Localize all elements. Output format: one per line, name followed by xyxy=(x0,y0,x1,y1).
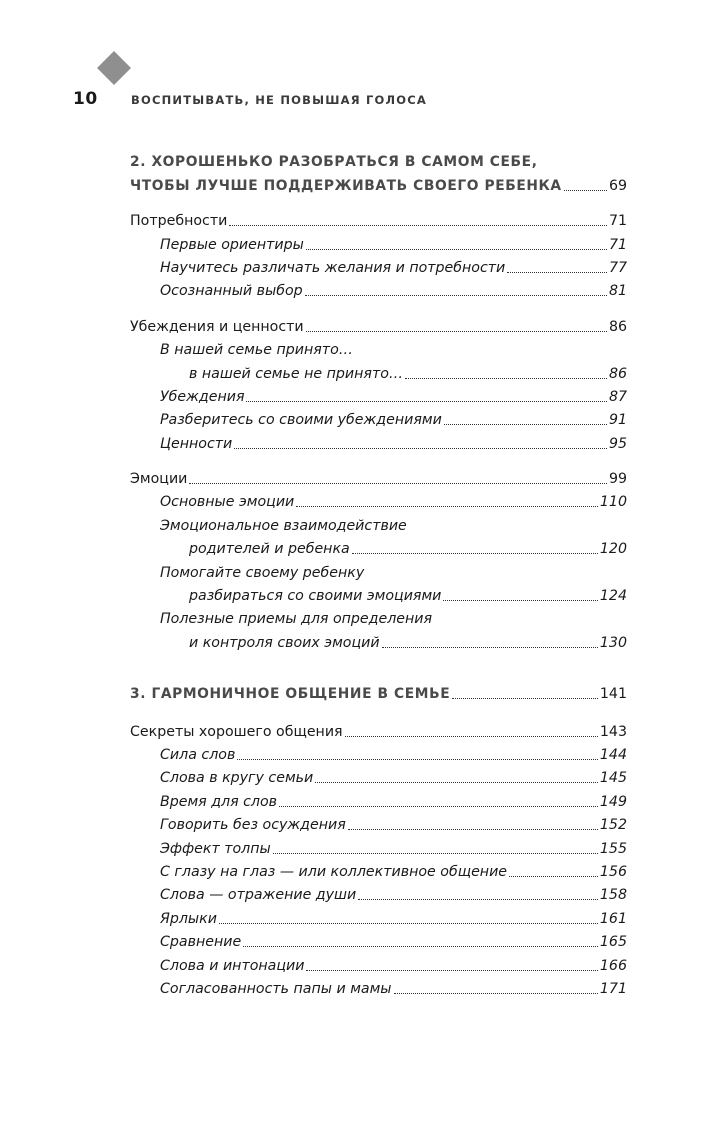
toc-entry[interactable]: Основные эмоции 110 xyxy=(160,494,627,511)
toc-entry[interactable]: Слова — отражение души 158 xyxy=(160,887,627,904)
toc-entry[interactable]: Научитесь различать желания и потребности 77 xyxy=(160,259,627,276)
toc-chapter-2-line1[interactable]: 2. ХОРОШЕНЬКО РАЗОБРАТЬСЯ В САМОМ СЕБЕ, xyxy=(130,154,538,171)
toc-entry[interactable]: Сравнение 165 xyxy=(160,934,627,951)
toc-entry[interactable]: Убеждения 87 xyxy=(160,388,627,405)
table-of-contents xyxy=(130,148,627,998)
toc-entry[interactable]: Осознанный выбор 81 xyxy=(160,283,627,300)
toc-entry-line1[interactable]: Полезные приемы для определения xyxy=(160,611,433,628)
running-title: ВОСПИТЫВАТЬ, НЕ ПОВЫШАЯ ГОЛОСА xyxy=(131,93,427,107)
decorative-diamond-icon xyxy=(97,51,131,85)
toc-entry-line1[interactable]: Эмоциональное взаимодействие xyxy=(160,517,407,534)
toc-entry-line1[interactable]: В нашей семье принято… xyxy=(160,342,353,359)
toc-section-needs[interactable]: Потребности 71 xyxy=(130,213,627,230)
toc-chapter-2[interactable]: ЧТОБЫ ЛУЧШЕ ПОДДЕРЖИВАТЬ СВОЕГО РЕБЕНКА 69 xyxy=(130,177,627,194)
toc-entry[interactable]: Первые ориентиры 71 xyxy=(160,236,627,253)
page-number: 10 xyxy=(73,89,98,109)
toc-entry[interactable]: Разберитесь со своими убеждениями 91 xyxy=(160,412,627,429)
toc-entry[interactable]: Говорить без осуждения 152 xyxy=(160,817,627,834)
toc-section-communication[interactable]: Секреты хорошего общения 143 xyxy=(130,723,627,740)
toc-entry[interactable]: Эффект толпы 155 xyxy=(160,840,627,857)
toc-entry[interactable]: разбираться со своими эмоциями 124 xyxy=(189,588,627,605)
toc-entry[interactable]: Слова и интонации 166 xyxy=(160,957,627,974)
dot-leader xyxy=(564,190,607,191)
toc-entry[interactable]: Согласованность папы и мамы 171 xyxy=(160,980,627,997)
toc-section-emotions[interactable]: Эмоции 99 xyxy=(130,471,627,488)
toc-entry[interactable]: С глазу на глаз — или коллективное общение 156 xyxy=(160,863,627,880)
toc-entry[interactable]: и контроля своих эмоций 130 xyxy=(189,634,627,651)
toc-entry-line1[interactable]: Помогайте своему ребенку xyxy=(160,564,365,581)
toc-page-number: 69 xyxy=(608,177,627,194)
toc-section-beliefs[interactable]: Убеждения и ценности 86 xyxy=(130,318,627,335)
toc-entry[interactable]: Слова в кругу семьи 145 xyxy=(160,770,627,787)
toc-entry[interactable]: Ярлыки 161 xyxy=(160,910,627,927)
toc-entry[interactable]: Сила слов 144 xyxy=(160,746,627,763)
toc-chapter-3[interactable]: 3. ГАРМОНИЧНОЕ ОБЩЕНИЕ В СЕМЬЕ 141 xyxy=(130,686,627,703)
toc-entry[interactable]: Время для слов 149 xyxy=(160,793,627,810)
toc-entry[interactable]: родителей и ребенка 120 xyxy=(189,541,627,558)
toc-entry[interactable]: в нашей семье не принято… 86 xyxy=(189,365,627,382)
toc-entry[interactable]: Ценности 95 xyxy=(160,435,627,452)
